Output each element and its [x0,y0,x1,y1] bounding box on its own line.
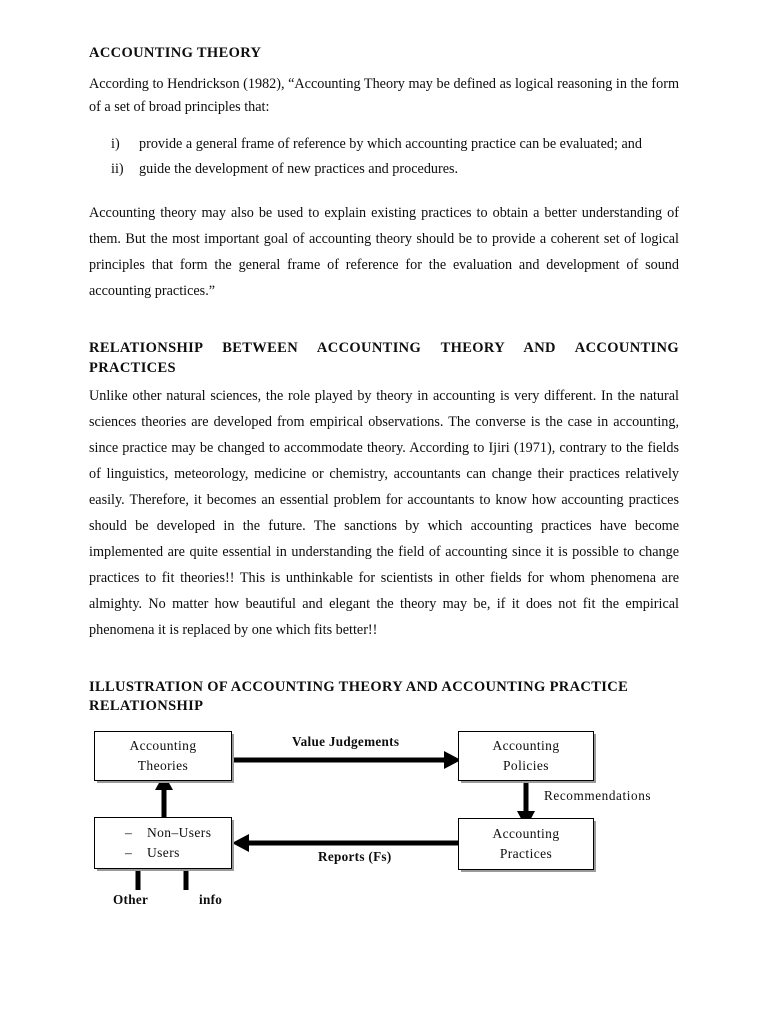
list-item [111,158,679,181]
heading-illustration-line1: ILLUSTRATION OF ACCOUNTING THEORY AND ACCOUNTING PRACTICE [89,678,629,695]
box-list-item-non-users [125,823,211,844]
paragraph-closing: Accounting theory may also be used to explain existing practices to obtain a better understanding of them. But the most important goal of accounting theory should be to provide a coherent set of logical principles that form the general frame of reference for the evaluation and development of sound accounting practices.” [89,205,679,300]
box-line-2: Practices [499,846,553,862]
heading-relationship-line2: PRACTICES [89,359,176,376]
paragraph-intro: According to Hendrickson (1982), “Accounting Theory may be defined as logical reasoning in the form of a set of broad principles that: [89,76,679,116]
list-marker: ii) [111,161,124,178]
label-info: info [199,892,223,908]
paragraph-relationship: Unlike other natural sciences, the role played by theory in accounting is very different. In the natural sciences theories are developed from empirical observations. The converse is the case in accounting, since practice may be changed to accommodate theory. According to Ijiri (1971), contrary to the fields of linguistics, meteorology, medicine or chemistry, accountants can change their practices relatively easily. Therefore, it becomes an essential problem for accountants to know how accounting practices should be developed in the future. The sanctions by which accounting practices have become implemented are quite essential in understanding the field of accounting since it is possible to change practices to fit theories!! This is unthinkable for scientists in other fields for whom phenomena are almighty. No matter how beautiful and elegant the theory may be, if it does not fit the empirical phenomena it is replaced by one which fits better!! [89,387,679,638]
dash-bullet: – [125,845,133,861]
box-accounting-practices [458,818,594,870]
list-item-text: guide the development of new practices and procedures. [139,161,459,178]
spacer [89,305,679,339]
heading-accounting-theory: ACCOUNTING THEORY [89,45,262,61]
spacer [89,183,679,201]
spacer [89,119,679,133]
box-line-2: Theories [137,758,189,774]
box-line-2: Users [147,845,180,861]
label-other: Other [113,892,149,908]
label-value-judgements: Value Judgements [292,734,400,750]
dash-bullet: – [125,824,133,840]
arrow-value-judgements [231,751,461,769]
list-item [111,133,679,156]
box-list-item-users [125,843,180,864]
box-line-1: Accounting [492,737,560,753]
box-line-1: Non–Users [147,824,212,840]
box-line-2: Policies [503,758,549,774]
list-item-text: provide a general frame of reference by which accounting practice can be evaluated; and [139,136,642,153]
heading-illustration-line2: RELATIONSHIP [89,697,204,714]
list-marker: i) [111,136,120,153]
principles-list [89,133,679,181]
spacer [89,63,679,73]
illustration-diagram [89,722,679,922]
document-page [89,0,679,922]
box-line-1: Accounting [129,737,197,753]
spacer [89,644,679,678]
top-spacer [89,0,679,44]
box-accounting-policies [458,731,594,781]
box-accounting-theories [94,731,232,781]
heading-relationship-line1: RELATIONSHIP BETWEEN ACCOUNTING THEORY AND ACCOUNTING [89,340,679,357]
box-users [94,817,232,869]
box-line-1: Accounting [492,825,560,841]
label-reports: Reports (Fs) [318,849,392,865]
label-recommendations: Recommendations [544,788,652,804]
